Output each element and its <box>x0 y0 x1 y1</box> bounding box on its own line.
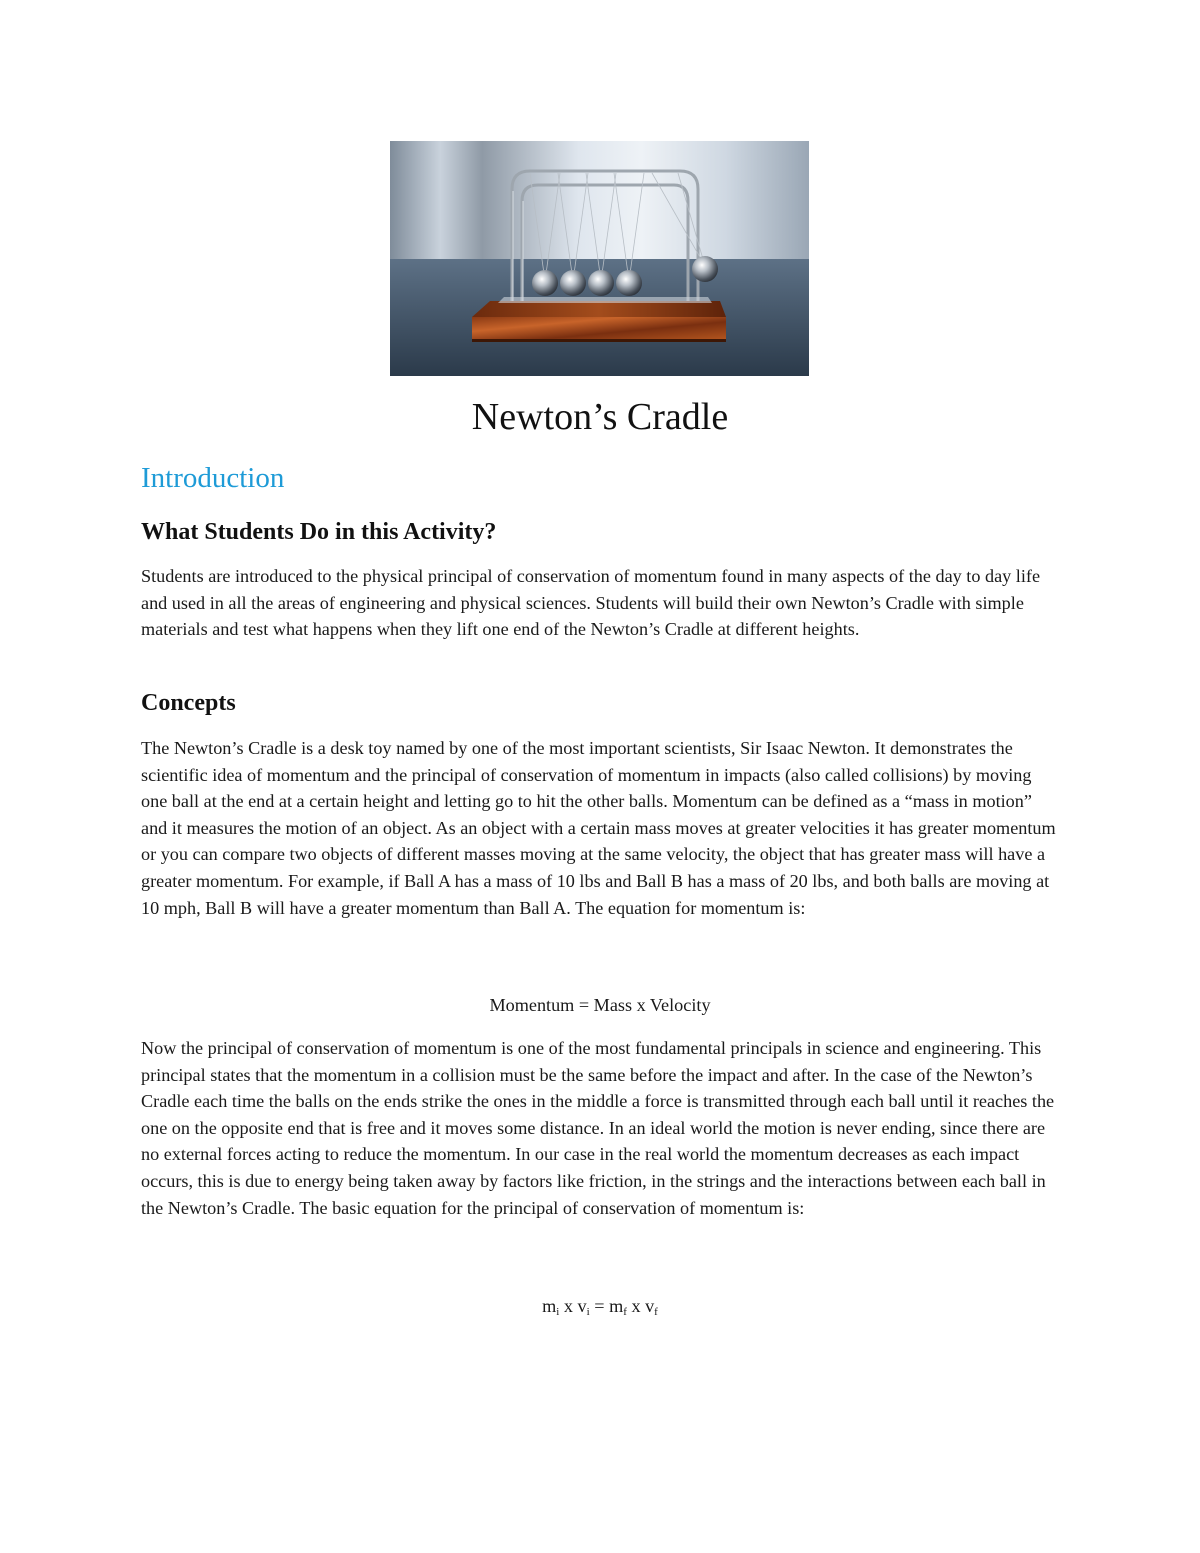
paragraph-conservation: Now the principal of conservation of momentum is one of the most fundamental principals in science and engineering. This principal states that the momentum in a collision must be the same before the impact and after. In the case of the Newton’s Cradle each time the balls on the ends strike the ones in the middle a force is transmitted through each ball until it reaches the one on the opposite end that is free and it moves some distance. In an ideal world the motion is never ending, since there are no external forces acting to reduce the momentum. In our case in the real world the momentum decreases as each impact occurs, this is due to energy being taken away by factors like friction, in the strings and the interactions between each ball in the Newton’s Cradle. The basic equation for the principal of conservation of momentum is: <box>141 1038 1055 1218</box>
paragraph-concepts: The Newton’s Cradle is a desk toy named by one of the most important scientists, Sir Isaac Newton. It demonstrates the scientific idea of momentum and the principal of conservation of momentum in impacts (also called collisions) by moving one ball at the end at a certain height and letting go to hit the other balls. Momentum can be defined as a “mass in motion” and it measures the motion of an object. As an object with a certain mass moves at greater velocities it has greater momentum or you can compare two objects of different masses moving at the same velocity, the object that has greater mass will have a greater momentum. For example, if Ball A has a mass of 10 lbs and Ball B has a mass of 20 lbs, and both balls are moving at 10 mph, Ball B will have a greater momentum than Ball A. The equation for momentum is: <box>141 738 1056 918</box>
section-heading-introduction: Introduction <box>141 462 285 494</box>
newtons-cradle-photo <box>390 141 809 376</box>
eq-times-2: x <box>626 1296 646 1316</box>
subheading-activity: What Students Do in this Activity? <box>141 519 497 545</box>
paragraph-activity: Students are introduced to the physical principal of conservation of momentum found in many aspects of the day to day life and used in all the areas of engineering and physical sciences. Students will build their own Newton’s Cradle with simple materials and test what happens when they lift one end of the Newton’s Cradle at different heights. <box>141 566 1041 640</box>
equation-momentum: Momentum = Mass x Velocity <box>489 995 711 1015</box>
eq-times-1: x <box>559 1296 578 1316</box>
subheading-concepts: Concepts <box>141 690 236 716</box>
equation-conservation <box>0 1293 1200 1325</box>
eq-equals: = <box>589 1296 610 1316</box>
eq-m-initial: m <box>542 1296 557 1316</box>
eq-sub-f-2: f <box>654 1306 658 1318</box>
eq-sub-i-1: i <box>556 1306 560 1318</box>
eq-m-final: m <box>609 1296 624 1316</box>
eq-v-final: v <box>645 1296 655 1316</box>
eq-v-initial: v <box>577 1296 587 1316</box>
eq-sub-f-1: f <box>623 1306 627 1318</box>
document-title: Newton’s Cradle <box>471 396 729 438</box>
eq-sub-i-2: i <box>586 1306 590 1318</box>
